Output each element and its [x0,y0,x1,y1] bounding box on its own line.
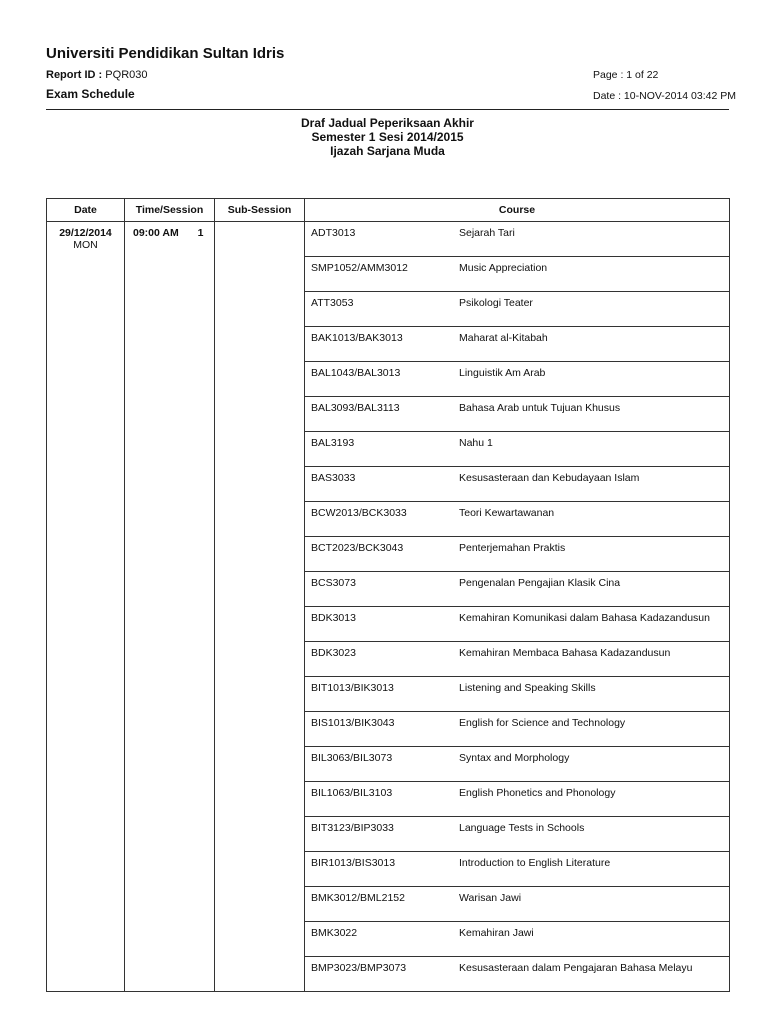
course-code: BCS3073 [311,577,356,589]
course-name: Kemahiran Jawi [459,927,534,939]
course-name: Sejarah Tari [459,227,515,239]
course-cell [305,292,730,327]
course-name: Music Appreciation [459,262,548,274]
course-cell [305,887,730,922]
column-header-course: Course [305,199,730,222]
title-line-1: Draf Jadual Peperiksaan Akhir [301,116,474,130]
course-name: Kemahiran Komunikasi dalam Bahasa Kadazandusun [459,612,710,624]
report-date: Date : 10-NOV-2014 03:42 PM [593,90,736,102]
course-code: BAK1013/BAK3013 [311,332,403,344]
course-code: BIL1063/BIL3103 [311,787,393,799]
course-cell [305,852,730,887]
title-line-3: Ijazah Sarjana Muda [330,144,445,158]
course-cell [305,782,730,817]
document-titles [46,116,729,158]
sub-session-cell [215,222,305,992]
course-cell [305,677,730,712]
course-name: Teori Kewartawanan [459,507,555,519]
header-divider [46,109,729,110]
exam-date: 29/12/2014 [59,227,112,239]
course-name: English for Science and Technology [459,717,626,729]
course-code: ATT3053 [311,297,354,309]
course-cell [305,747,730,782]
course-name: Kemahiran Membaca Bahasa Kadazandusun [459,647,671,659]
course-name: Maharat al-Kitabah [459,332,548,344]
course-name: Psikologi Teater [459,297,533,309]
course-cell [305,957,730,992]
exam-time: 09:00 AM [133,227,179,239]
date-cell [47,222,125,992]
exam-day: MON [73,239,98,251]
course-code: BMP3023/BMP3073 [311,962,407,974]
course-code: BAL1043/BAL3013 [311,367,401,379]
report-id-label: Report ID : [46,69,103,81]
course-name: Penterjemahan Praktis [459,542,566,554]
page-number: Page : 1 of 22 [593,69,659,81]
title-line-2: Semester 1 Sesi 2014/2015 [311,130,464,144]
course-cell [305,642,730,677]
course-cell [305,922,730,957]
course-name: Nahu 1 [459,437,493,449]
university-name: Universiti Pendidikan Sultan Idris [46,45,285,62]
course-code: BMK3012/BML2152 [311,892,405,904]
course-cell [305,432,730,467]
table-body [47,222,730,992]
session-number: 1 [197,227,204,239]
column-header-date: Date [47,199,125,222]
course-name: English Phonetics and Phonology [459,787,616,799]
course-code: BCW2013/BCK3033 [311,507,407,519]
course-cell [305,607,730,642]
course-code: BMK3022 [311,927,358,939]
course-code: BAS3033 [311,472,356,484]
time-session [125,222,214,239]
report-id [46,69,148,81]
course-code: BIR1013/BIS3013 [311,857,396,869]
course-code: BAL3093/BAL3113 [311,402,400,414]
table-header-row [47,199,730,222]
course-cell [305,537,730,572]
course-code: BAL3193 [311,437,355,449]
course-cell [305,712,730,747]
course-code: BIS1013/BIK3043 [311,717,395,729]
course-code: BIT3123/BIP3033 [311,822,394,834]
course-name: Pengenalan Pengajian Klasik Cina [459,577,621,589]
course-cell [305,467,730,502]
report-name: Exam Schedule [46,87,135,101]
exam-schedule-table [46,198,730,992]
course-cell [305,817,730,852]
time-session-cell [125,222,215,992]
course-name: Language Tests in Schools [459,822,585,834]
course-cell [305,327,730,362]
course-name: Listening and Speaking Skills [459,682,596,694]
course-cell [305,222,730,257]
course-cell [305,362,730,397]
course-code: BDK3013 [311,612,356,624]
course-cell [305,397,730,432]
course-code: BCT2023/BCK3043 [311,542,404,554]
course-code: ADT3013 [311,227,356,239]
course-code: BIL3063/BIL3073 [311,752,393,764]
course-code: BIT1013/BIK3013 [311,682,394,694]
course-name: Syntax and Morphology [459,752,570,764]
report-id-value: PQR030 [105,69,148,81]
course-cell [305,502,730,537]
course-code: BDK3023 [311,647,356,659]
column-header-sub-session: Sub-Session [215,199,305,222]
course-name: Kesusasteraan dan Kebudayaan Islam [459,472,640,484]
column-header-time-session: Time/Session [125,199,215,222]
course-name: Warisan Jawi [459,892,522,904]
table-row [47,222,730,257]
course-code: SMP1052/AMM3012 [311,262,408,274]
course-name: Bahasa Arab untuk Tujuan Khusus [459,402,621,414]
course-cell [305,257,730,292]
course-name: Linguistik Am Arab [459,367,546,379]
course-cell [305,572,730,607]
course-name: Kesusasteraan dalam Pengajaran Bahasa Melayu [459,962,693,974]
course-name: Introduction to English Literature [459,857,611,869]
